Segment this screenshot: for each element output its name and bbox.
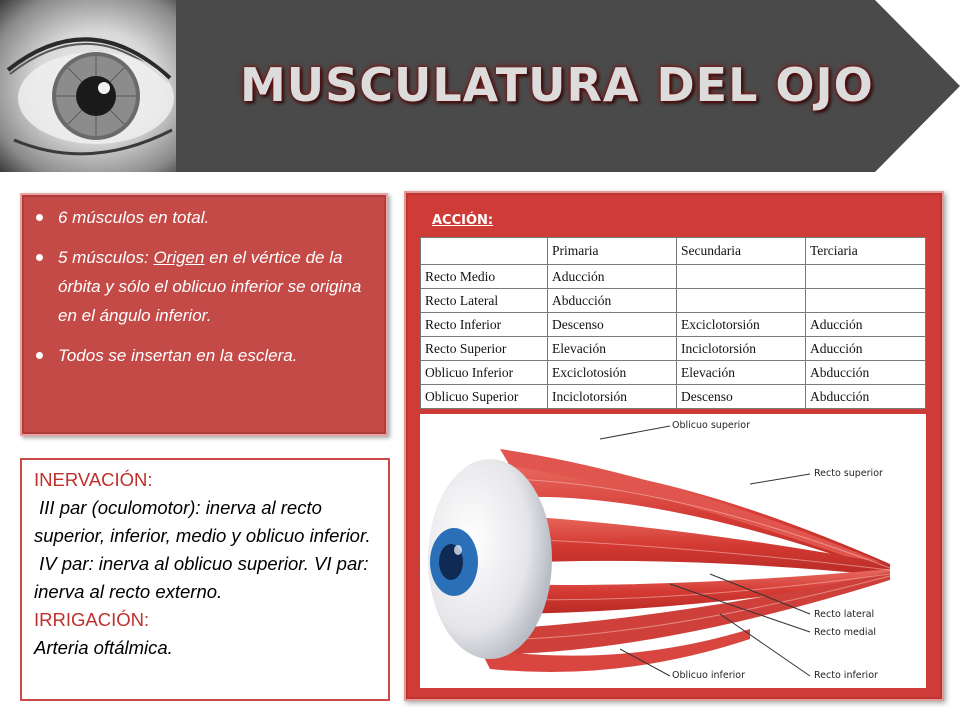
table-header-cell: Secundaria bbox=[677, 238, 806, 265]
innervation-heading: INERVACIÓN: bbox=[34, 469, 153, 490]
table-cell: Recto Lateral bbox=[421, 289, 548, 313]
table-cell: Abducción bbox=[806, 361, 926, 385]
irrigation-text: Arteria oftálmica. bbox=[34, 637, 173, 658]
origin-bullet-list bbox=[22, 195, 386, 370]
bullet-text: Todos se insertan en la esclera. bbox=[58, 346, 298, 365]
innervation-line-1 bbox=[34, 494, 380, 550]
label-rectus-lateral: Recto lateral bbox=[814, 609, 875, 620]
innervation-box bbox=[20, 458, 390, 701]
label-rectus-inferior: Recto inferior bbox=[814, 670, 878, 681]
table-cell: Recto Medio bbox=[421, 265, 548, 289]
irrigation-heading: IRRIGACIÓN: bbox=[34, 609, 150, 630]
table-cell: Aducción bbox=[806, 313, 926, 337]
bullet-origin bbox=[58, 243, 372, 330]
table-cell: Elevación bbox=[677, 361, 806, 385]
table-row bbox=[421, 265, 926, 289]
label-rectus-superior: Recto superior bbox=[814, 468, 883, 479]
table-row bbox=[421, 313, 926, 337]
table-cell: Exciclotosión bbox=[548, 361, 677, 385]
table-cell bbox=[677, 265, 806, 289]
table-cell: Elevación bbox=[548, 337, 677, 361]
eye-muscle-illustration bbox=[420, 414, 926, 688]
page-title: MUSCULATURA DEL OJO bbox=[240, 58, 874, 112]
innervation-text: III par (oculomotor): inerva al recto superior, inferior, medio y oblicuo inferior. bbox=[34, 497, 371, 546]
table-cell: Recto Inferior bbox=[421, 313, 548, 337]
innervation-line-2 bbox=[34, 550, 380, 606]
table-cell: Abducción bbox=[548, 289, 677, 313]
bullet-text: 6 músculos en total. bbox=[58, 208, 210, 227]
table-cell bbox=[806, 265, 926, 289]
bullet-insertion bbox=[58, 341, 372, 370]
bullet-text-post: en el vértice de la órbita y sólo el oblicuo inferior se origina en el ángulo inferior. bbox=[58, 248, 362, 325]
eye-muscle-diagram bbox=[420, 414, 926, 688]
label-oblique-inferior: Oblicuo inferior bbox=[672, 670, 745, 681]
table-header-cell: Terciaria bbox=[806, 238, 926, 265]
table-row bbox=[421, 289, 926, 313]
table-cell: Descenso bbox=[548, 313, 677, 337]
table-cell: Abducción bbox=[806, 385, 926, 409]
bullet-text-pre: 5 músculos: bbox=[58, 248, 154, 267]
label-rectus-medial: Recto medial bbox=[814, 627, 877, 638]
table-header-cell bbox=[421, 238, 548, 265]
table-cell: Oblicuo Inferior bbox=[421, 361, 548, 385]
eye-photo-image bbox=[0, 0, 176, 172]
table-cell: Inciclotorsión bbox=[548, 385, 677, 409]
label-oblique-superior: Oblicuo superior bbox=[672, 420, 750, 431]
table-cell: Recto Superior bbox=[421, 337, 548, 361]
table-cell bbox=[806, 289, 926, 313]
innervation-text: IV par: inerva al oblicuo superior. VI par: inerva al recto externo. bbox=[34, 553, 369, 602]
bullet-text-underlined: Origen bbox=[153, 248, 205, 267]
table-cell: Aducción bbox=[806, 337, 926, 361]
action-label: ACCIÓN: bbox=[432, 213, 494, 228]
table-header-cell: Primaria bbox=[548, 238, 677, 265]
bullet-total-muscles bbox=[58, 203, 372, 232]
table-header-row bbox=[421, 238, 926, 265]
action-box bbox=[404, 191, 944, 701]
origin-box bbox=[20, 193, 388, 436]
action-table bbox=[420, 237, 926, 409]
table-cell: Aducción bbox=[548, 265, 677, 289]
table-row bbox=[421, 361, 926, 385]
table-cell: Descenso bbox=[677, 385, 806, 409]
table-cell: Exciclotorsión bbox=[677, 313, 806, 337]
table-cell: Inciclotorsión bbox=[677, 337, 806, 361]
table-cell bbox=[677, 289, 806, 313]
table-row bbox=[421, 337, 926, 361]
table-cell: Oblicuo Superior bbox=[421, 385, 548, 409]
table-row bbox=[421, 385, 926, 409]
